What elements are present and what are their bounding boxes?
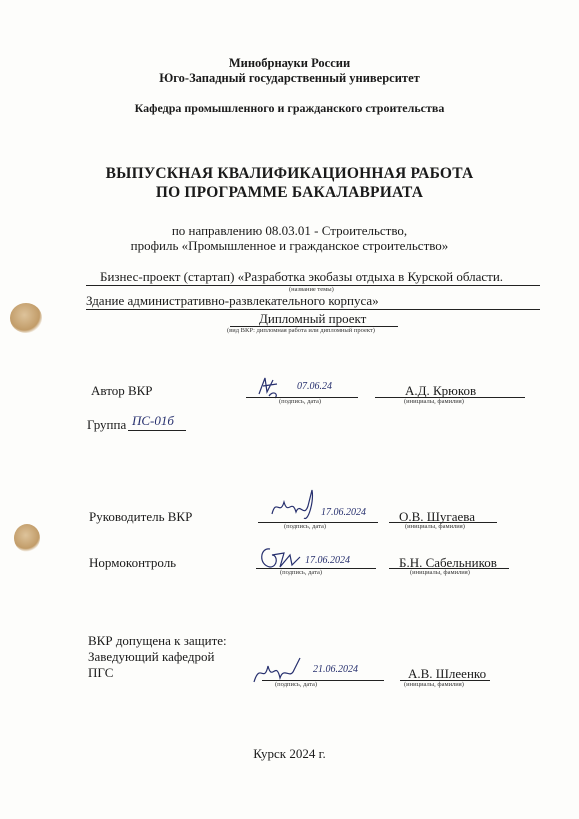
university-name: Юго-Западный государственный университет (159, 71, 420, 85)
admission-line2: Заведующий кафедрой (88, 649, 215, 664)
group-label: Группа (87, 417, 127, 432)
admission-line3: ПГС (88, 665, 114, 680)
normcontrol-label: Нормоконтроль (89, 555, 177, 570)
supervisor-signature-date: 17.06.2024 (321, 507, 366, 518)
topic-line2: Здание административно-развлекательного корпуса» (86, 293, 379, 308)
department-name: Кафедра промышленного и гражданского строительства (134, 101, 445, 115)
normcontrol-signature-date: 17.06.2024 (305, 555, 350, 566)
author-name: А.Д. Крюков (405, 383, 477, 398)
topic-caption: (название темы) (289, 286, 334, 293)
supervisor-sign-caption: (подпись, дата) (284, 523, 327, 530)
group-underline (128, 430, 186, 431)
head-name-caption: (инициалы, фамилия) (404, 681, 464, 688)
work-title-line2: ПО ПРОГРАММЕ БАКАЛАВРИАТА (155, 184, 424, 201)
head-sign-caption: (подпись, дата) (275, 681, 318, 688)
binding-hole-stain (14, 524, 40, 552)
author-name-caption: (инициалы, фамилия) (404, 398, 464, 405)
normcontrol-name: Б.Н. Сабельников (399, 555, 497, 570)
admission-line1: ВКР допущена к защите: (88, 633, 227, 648)
direction-line2: профиль «Промышленное и гражданское строительство» (130, 238, 449, 253)
project-kind: Дипломный проект (259, 311, 367, 326)
head-signature-date: 21.06.2024 (313, 664, 358, 675)
ministry-name: Минобрнауки России (228, 56, 351, 70)
author-label: Автор ВКР (91, 383, 153, 398)
work-title-line1: ВЫПУСКНАЯ КВАЛИФИКАЦИОННАЯ РАБОТА (105, 165, 474, 182)
project-kind-caption: (вид ВКР: дипломная работа или дипломный проект) (227, 327, 375, 334)
topic-line1: Бизнес-проект (стартап) «Разработка экобазы отдыха в Курской области. (100, 269, 504, 284)
author-signature-date: 07.06.24 (297, 381, 332, 392)
city-year: Курск 2024 г. (253, 746, 326, 761)
binding-hole-stain (10, 303, 42, 333)
supervisor-signature (268, 488, 378, 524)
supervisor-name: О.В. Шугаева (399, 509, 476, 524)
head-name: А.В. Шлеенко (408, 666, 487, 681)
group-value: ПС-01б (132, 413, 174, 428)
normcontrol-sign-caption: (подпись, дата) (280, 569, 323, 576)
direction-line1: по направлению 08.03.01 - Строительство, (171, 223, 408, 238)
author-sign-caption: (подпись, дата) (279, 398, 322, 405)
topic-underline-2 (86, 309, 540, 310)
supervisor-name-caption: (инициалы, фамилия) (405, 523, 465, 530)
supervisor-label: Руководитель ВКР (89, 509, 193, 524)
normcontrol-name-caption: (инициалы, фамилия) (410, 569, 470, 576)
